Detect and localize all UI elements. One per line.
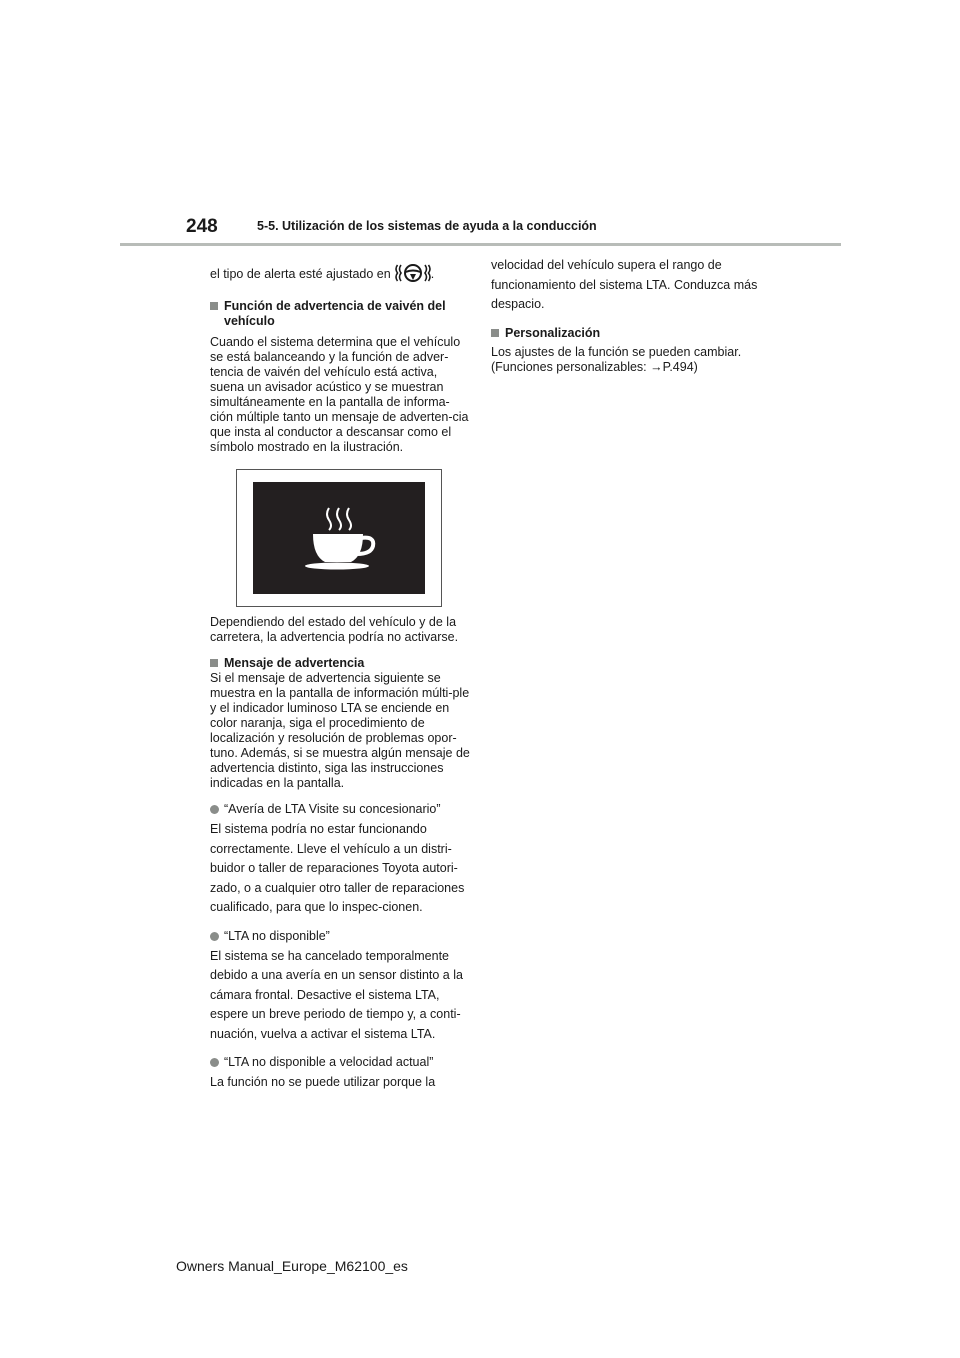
- sway-body: Cuando el sistema determina que el vehículo se está balanceando y la función de adver-tencia de vaivén del vehículo está activa, suena un avisador acústico y se muestran simultáneamente en la pantalla de informa-ción múltiple tanto un mensaje de adverten-cia que insta al conductor a descansar como el símbolo mostrado en la ilustración.: [210, 335, 469, 454]
- gray-circle-icon: [210, 932, 219, 941]
- display-screen: [253, 482, 425, 594]
- gray-circle-icon: [210, 805, 219, 814]
- page-footer: Owners Manual_Europe_M62100_es: [176, 1258, 408, 1274]
- left-column: [210, 262, 472, 1093]
- list-item-text: El sistema podría no estar funcionando correctamente. Lleve el vehículo a un distri-buidor o taller de reparaciones Toyota autori-zado, o a cualquier otro taller de reparaciones cualificado, para que lo inspec-cionen.: [210, 822, 465, 914]
- list-item: [210, 929, 472, 944]
- sway-heading: [210, 299, 472, 329]
- list-item-text: El sistema se ha cancelado temporalmente debido a una avería en un sensor distinto a la cámara frontal. Desactive el sistema LTA, espere un breve periodo de tiempo y, a conti-nuación, vuelva a activar el sistema LTA.: [210, 948, 463, 1041]
- intro-period: .: [430, 267, 435, 281]
- warning-heading: [210, 656, 472, 671]
- gray-square-icon: [210, 659, 218, 667]
- coffee-warning-figure: [236, 469, 442, 607]
- list-item-title: “LTA no disponible”: [224, 928, 330, 943]
- personalization-heading-text: Personalización: [505, 325, 601, 340]
- gray-square-icon: [491, 329, 499, 337]
- personalization-heading: [491, 326, 766, 341]
- list-item-text: La función no se puede utilizar porque la: [210, 1075, 436, 1089]
- header-rule: [120, 243, 841, 246]
- right-column: [491, 256, 766, 375]
- list-item: [210, 1055, 472, 1070]
- after-figure-text: Dependiendo del estado del vehículo y de la carretera, la advertencia podría no activarse.: [210, 615, 459, 644]
- gray-square-icon: [210, 302, 218, 310]
- list-item: [210, 802, 472, 817]
- personalization-body: Los ajustes de la función se pueden cambiar. (Funciones personalizables: →P.494): [491, 344, 742, 374]
- steering-wheel-vibration-icon: [395, 262, 431, 284]
- list-item-title: “Avería de LTA Visite su concesionario”: [224, 802, 441, 816]
- gray-circle-icon: [210, 1058, 219, 1067]
- warning-heading-text: Mensaje de advertencia: [224, 656, 365, 670]
- intro-paragraph: [210, 262, 472, 284]
- section-title: 5-5. Utilización de los sistemas de ayuda a la conducción: [257, 219, 597, 233]
- sway-heading-text: Función de advertencia de vaivén del vehículo: [224, 299, 446, 328]
- continuation-text: velocidad del vehículo supera el rango de funcionamiento del sistema LTA. Conduzca más despacio.: [491, 258, 758, 311]
- coffee-cup-icon: [253, 482, 425, 594]
- intro-text: el tipo de alerta esté ajustado en: [210, 267, 391, 281]
- page-number: 248: [186, 216, 218, 237]
- list-item-title: “LTA no disponible a velocidad actual”: [224, 1055, 434, 1069]
- warning-body: Si el mensaje de advertencia siguiente se muestra en la pantalla de información múlti-ple y el indicador luminoso LTA se enciende en color naranja, siga el procedimiento de localización y resolución de problemas opor-tuno. Además, si se muestra algún mensaje de advertencia distinto, siga las instrucciones indicadas en la pantalla.: [210, 671, 470, 790]
- page-header: [0, 0, 960, 250]
